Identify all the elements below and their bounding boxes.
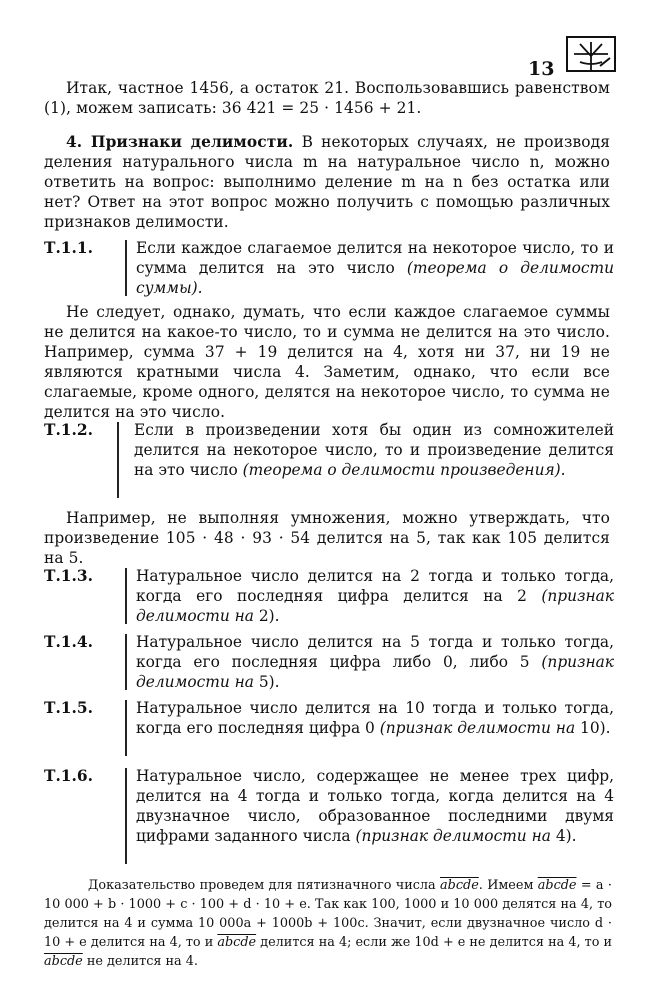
footnote-end: не делится на 4. bbox=[86, 954, 198, 969]
theorem-label: Т.1.2. bbox=[44, 421, 93, 439]
footnote-body: = a · 10 000 + b · 1000 + c · 100 + d · 10 + e. Так как 100, 1000 и 10 000 делятся на 4, то делится на 4 и сумма 10 000a + 1000b + 100c. Значит, если двузначное число d · 10 + e делится на 4, то и bbox=[44, 878, 612, 950]
theorem-name: (теорема о делимости суммы). bbox=[136, 259, 614, 297]
footnote-proof bbox=[44, 876, 612, 971]
theorem-end: 5). bbox=[258, 673, 280, 691]
theorem-1-4 bbox=[44, 632, 614, 692]
theorem-1-6 bbox=[44, 766, 614, 866]
theorem-text bbox=[136, 632, 614, 692]
theorem-statement: Если в произведении хотя бы один из сомножителей делится на некоторое число, то и произведение делится на это число bbox=[134, 421, 614, 479]
theorem-text bbox=[136, 566, 614, 626]
theorem-1-3 bbox=[44, 566, 614, 626]
theorem-name: (признак делимости на bbox=[355, 827, 551, 845]
theorem-name: (признак делимости на bbox=[379, 719, 576, 737]
theorem-name: (признак делимости на bbox=[136, 653, 614, 691]
theorem-statement: Если каждое слагаемое делится на некоторое число, то и сумма делится на это число bbox=[136, 239, 614, 277]
footnote-number: abcde bbox=[217, 935, 257, 950]
theorem-end: 2). bbox=[258, 607, 280, 625]
theorem-bar bbox=[125, 240, 127, 296]
section-4-text: В некоторых случаях, не производя деления натурального числа m на натуральное число n, можно ответить на вопрос: выполнимо деление m на n без остатка или нет? Ответ на этот вопрос можно получить с помощью различных признаков делимости. bbox=[44, 133, 610, 231]
theorem-label: Т.1.6. bbox=[44, 767, 93, 785]
section-4-paragraph bbox=[44, 132, 610, 232]
theorem-end: 10). bbox=[580, 719, 611, 737]
footnote-lead: Доказательство проведем для пятизначного числа bbox=[88, 878, 436, 893]
theorem-bar bbox=[125, 768, 127, 864]
theorem-label: Т.1.1. bbox=[44, 239, 93, 257]
footnote-number: abcde bbox=[440, 878, 479, 893]
theorem-bar bbox=[117, 422, 119, 498]
intro-paragraph: Итак, частное 1456, а остаток 21. Воспользовавшись равенством (1), можем записать: 36 421 = 25 · 1456 + 21. bbox=[44, 79, 610, 117]
theorem-bar bbox=[125, 634, 127, 690]
theorem-label: Т.1.5. bbox=[44, 699, 93, 717]
paragraph-sum-note: Не следует, однако, думать, что если каждое слагаемое суммы не делится на какое-то число, то и сумма не делится на это число. Например, сумма 37 + 19 делится на 4, хотя ни 37, ни 19 не являются кратными числа 4. Заметим, однако, что если все слагаемые, кроме одного, делятся на некоторое число, то сумма не делится на это число. bbox=[44, 303, 610, 421]
theorem-label: Т.1.3. bbox=[44, 567, 93, 585]
theorem-1-5 bbox=[44, 698, 614, 758]
footnote-have: . Имеем bbox=[478, 878, 534, 893]
theorem-statement: Натуральное число делится на 2 тогда и только тогда, когда его последняя цифра делится на 2 bbox=[136, 567, 614, 605]
theorem-bar bbox=[125, 568, 127, 624]
section-4-heading: 4. Признаки делимости. bbox=[66, 133, 294, 151]
theorem-statement: Натуральное число делится на 10 тогда и только тогда, когда его последняя цифра 0 bbox=[136, 699, 614, 737]
page-number: 13 bbox=[528, 58, 555, 80]
theorem-label: Т.1.4. bbox=[44, 633, 93, 651]
footnote-number: abcde bbox=[537, 878, 577, 893]
footnote-tail: делится на 4; если же 10d + e не делится на 4, то и bbox=[260, 935, 613, 950]
paragraph-product-example: Например, не выполняя умножения, можно утверждать, что произведение 105 · 48 · 93 · 54 делится на 5, так как 105 делится на 5. bbox=[44, 509, 610, 567]
theorem-text bbox=[136, 766, 614, 846]
theorem-1-1 bbox=[44, 238, 614, 298]
theorem-bar bbox=[125, 700, 127, 756]
theorem-text bbox=[136, 238, 614, 298]
theorem-1-2 bbox=[44, 420, 614, 500]
theorem-name: (признак делимости на bbox=[136, 587, 614, 625]
theorem-name: (теорема о делимости произведения). bbox=[242, 461, 566, 479]
theorem-text bbox=[136, 698, 614, 738]
theorem-text bbox=[134, 420, 614, 480]
theorem-statement: Натуральное число делится на 5 тогда и только тогда, когда его последняя цифра либо 0, либо 5 bbox=[136, 633, 614, 671]
theorem-statement: Натуральное число, содержащее не менее трех цифр, делится на 4 тогда и только тогда, когда делится на 4 двузначное число, образованное последними двумя цифрами заданного числа bbox=[136, 767, 614, 845]
footnote-number: abcde bbox=[44, 954, 83, 969]
book-trident-logo bbox=[566, 36, 616, 72]
theorem-end: 4). bbox=[555, 827, 577, 845]
